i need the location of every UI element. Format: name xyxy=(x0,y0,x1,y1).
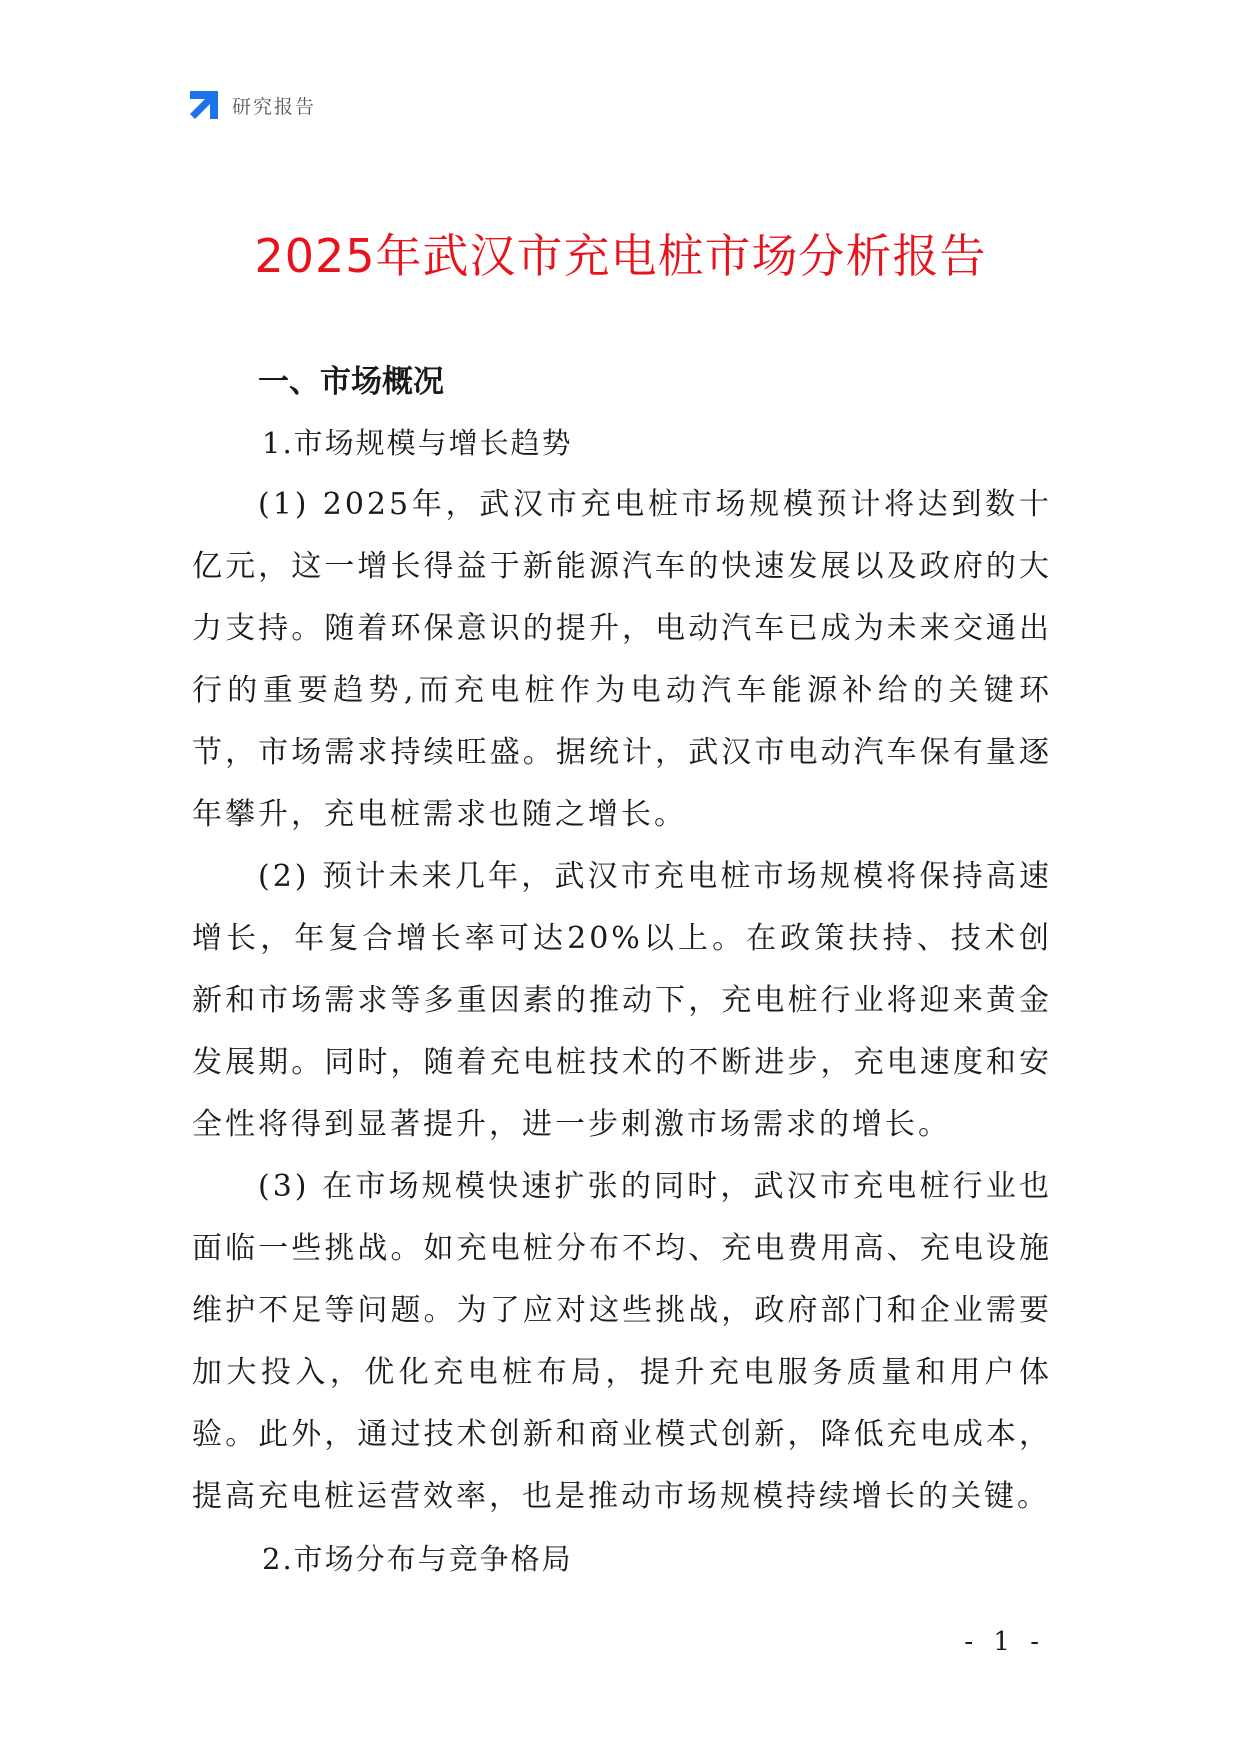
subsection-heading: 2.市场分布与竞争格局 xyxy=(262,1542,573,1576)
header-label: 研究报告 xyxy=(232,95,317,118)
section-heading: 一、市场概况 xyxy=(258,364,444,400)
document-body xyxy=(192,352,1052,1590)
page-number: - 1 - xyxy=(964,1627,1045,1657)
paragraph: (1) 2025年，武汉市充电桩市场规模预计将达到数十亿元，这一增长得益于新能源汽车的快速发展以及政府的大力支持。随着环保意识的提升，电动汽车已成为未来交通出行的重要趋势,而充电桩作为电动汽车能源补给的关键环节，市场需求持续旺盛。据统计，武汉市电动汽车保有量逐年攀升，充电桩需求也随之增长。 xyxy=(192,487,1052,832)
arrow-up-right-icon xyxy=(188,89,220,121)
paragraph: (3) 在市场规模快速扩张的同时，武汉市充电桩行业也面临一些挑战。如充电桩分布不均、充电费用高、充电设施维护不足等问题。为了应对这些挑战，政府部门和企业需要加大投入，优化充电桩布局，提升充电服务质量和用户体验。此外，通过技术创新和商业模式创新，降低充电成本，提高充电桩运营效率，也是推动市场规模持续增长的关键。 xyxy=(192,1169,1052,1514)
paragraph: (2) 预计未来几年，武汉市充电桩市场规模将保持高速增长，年复合增长率可达20%以上。在政策扶持、技术创新和市场需求等多重因素的推动下，充电桩行业将迎来黄金发展期。同时，随着充电桩技术的不断进步，充电速度和安全性将得到显著提升，进一步刺激市场需求的增长。 xyxy=(192,859,1052,1142)
document-title: 2025年武汉市充电桩市场分析报告 xyxy=(254,229,987,283)
page-header xyxy=(188,88,316,122)
subsection-heading: 1.市场规模与增长趋势 xyxy=(262,426,573,460)
